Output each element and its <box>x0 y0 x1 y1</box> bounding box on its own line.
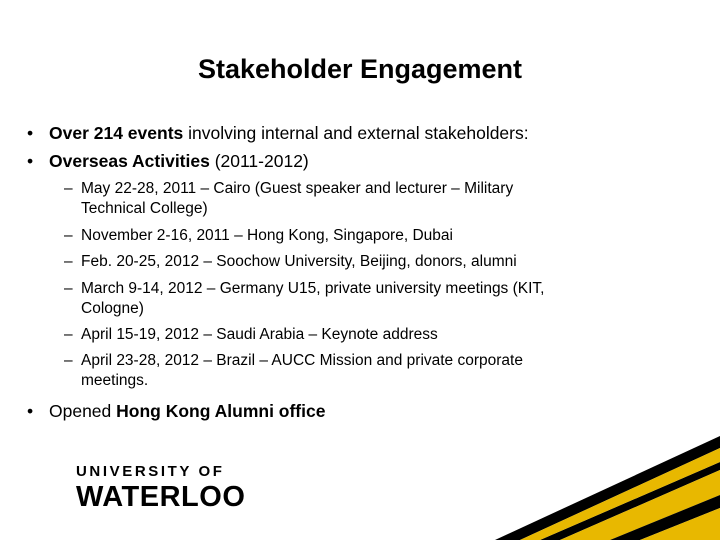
sub-bullet-text: November 2-16, 2011 – Hong Kong, Singapore, Dubai <box>81 227 453 244</box>
stripe-gold <box>520 448 720 540</box>
logo-line-university-of: UNIVERSITY OF <box>76 463 225 480</box>
bullet-dot-icon: • <box>27 401 34 421</box>
bullet-dot-icon: • <box>27 151 34 171</box>
sub-bullet-text: April 15-19, 2012 – Saudi Arabia – Keynote address <box>81 326 438 343</box>
sub-bullet-text: March 9-14, 2012 – Germany U15, private university meetings (KIT, <box>81 280 545 297</box>
logo-line-waterloo: WATERLOO <box>76 481 246 513</box>
bullet-bold-text: Hong Kong Alumni office <box>116 401 326 421</box>
stripe-black <box>540 462 720 540</box>
stripe-black <box>495 436 720 540</box>
dash-icon: – <box>64 326 73 343</box>
bullet-text: Opened <box>49 401 117 421</box>
stripe-black <box>610 495 720 540</box>
sub-bullet-text: Feb. 20-25, 2012 – Soochow University, Beijing, donors, alumni <box>81 253 517 270</box>
slide-title: Stakeholder Engagement <box>197 54 523 84</box>
stripe-gold <box>640 508 720 540</box>
dash-icon: – <box>64 253 73 270</box>
bullet-text: involving internal and external stakeholders: <box>183 123 529 143</box>
sub-bullet-text: Cologne) <box>81 300 144 317</box>
university-logo <box>76 464 245 513</box>
stripe-gold <box>560 470 720 540</box>
bullet-bold-text: Over 214 events <box>49 123 184 143</box>
sub-bullet-text: meetings. <box>81 372 149 389</box>
dash-icon: – <box>64 180 73 197</box>
sub-bullet-text: May 22-28, 2011 – Cairo (Guest speaker and lecturer – Military <box>81 180 514 197</box>
dash-icon: – <box>64 352 73 369</box>
dash-icon: – <box>64 227 73 244</box>
bullet-dot-icon: • <box>27 123 34 143</box>
dash-icon: – <box>64 280 73 297</box>
bullet-bold-text: Overseas Activities <box>49 151 210 171</box>
bullet-text: (2011-2012) <box>209 151 309 171</box>
sub-bullet-text: April 23-28, 2012 – Brazil – AUCC Mission and private corporate <box>81 352 523 369</box>
sub-bullet-text: Technical College) <box>81 200 208 217</box>
